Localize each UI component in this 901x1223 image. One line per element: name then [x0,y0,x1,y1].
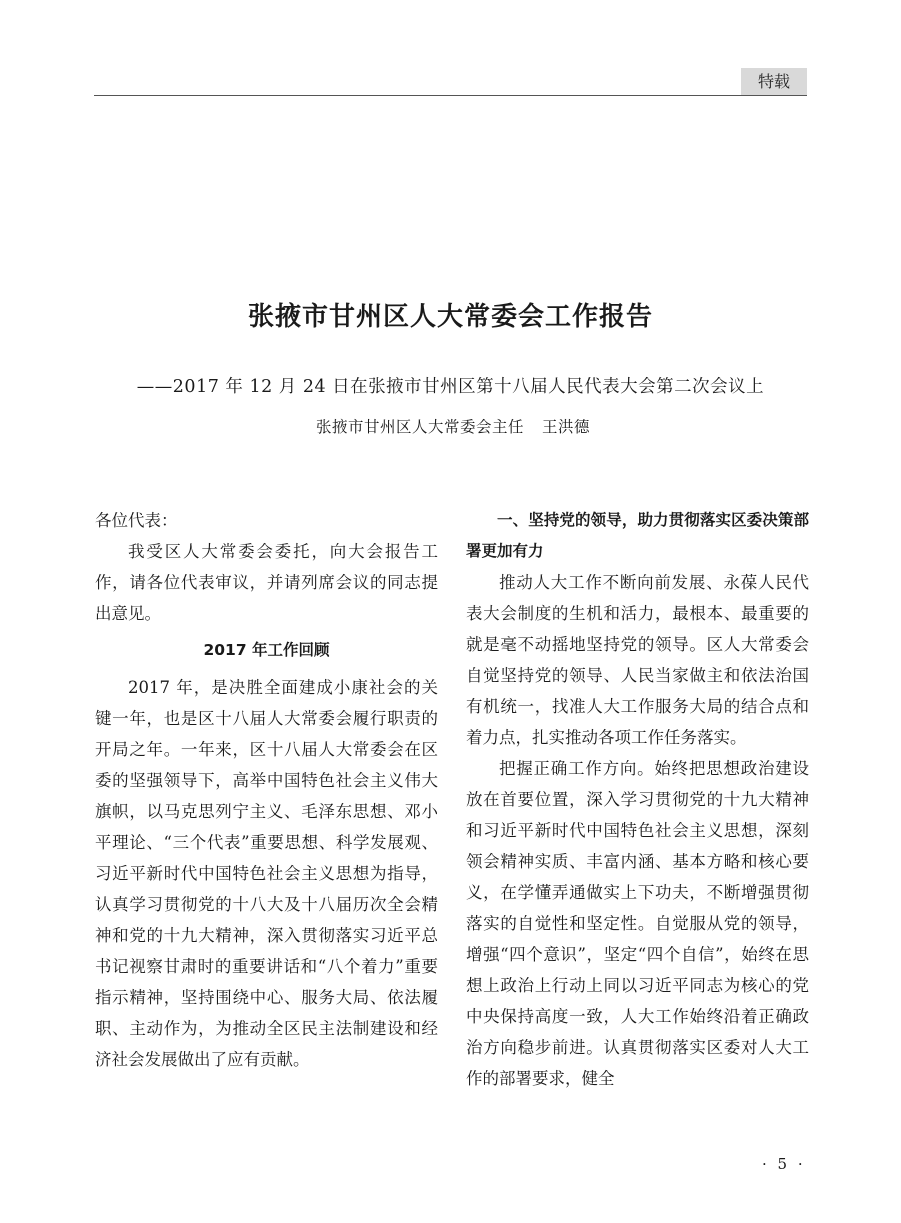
author-title: 张掖市甘州区人大常委会主任 [316,418,525,436]
left-column [95,505,438,1075]
section1-paragraph-2: 把握正确工作方向。始终把思想政治建设放在首要位置，深入学习贯彻党的十九大精神和习近平新时代中国特色社会主义思想，深刻领会精神实质、丰富内涵、基本方略和核心要义，在学懂弄通做实上下功夫，不断增强贯彻落实的自觉性和坚定性。自觉服从党的领导，增强“四个意识”，坚定“四个自信”，始终在思想上政治上行动上同以习近平同志为核心的党中央保持高度一致，人大工作始终沿着正确政治方向稳步前进。认真贯彻落实区委对人大工作的部署要求，健全 [466,759,809,1088]
header-rule [94,95,807,96]
article-title: 张掖市甘州区人大常委会工作报告 [247,302,653,332]
page-number: · 5 · [762,1155,806,1173]
intro-paragraph: 我受区人大常委会委托，向大会报告工作，请各位代表审议，并请列席会议的同志提出意见。 [95,542,438,623]
article-subtitle: ——2017 年 12 月 24 日在张掖市甘州区第十八届人民代表大会第二次会议上 [136,377,765,397]
section1-paragraph-1: 推动人大工作不断向前发展、永葆人民代表大会制度的生机和活力，最根本、最重要的就是毫不动摇地坚持党的领导。区人大常委会自觉坚持党的领导、人民当家做主和依法治国有机统一，找准人大工作服务大局的结合点和着力点，扎实推动各项工作任务落实。 [466,573,809,747]
author-name: 王洪德 [542,418,591,436]
review-paragraph: 2017 年，是决胜全面建成小康社会的关键一年，也是区十八届人大常委会履行职责的开局之年。一年来，区十八届人大常委会在区委的坚强领导下，高举中国特色社会主义伟大旗帜，以马克思列宁主义、毛泽东思想、邓小平理论、“三个代表”重要思想、科学发展观、习近平新时代中国特色社会主义思想为指导，认真学习贯彻党的十八大及十八届历次全会精神和党的十九大精神，深入贯彻落实习近平总书记视察甘肃时的重要讲话和“八个着力”重要指示精神，坚持围绕中心、服务大局、依法履职、主动作为，为推动全区民主法制建设和经济社会发展做出了应有贡献。 [95,678,438,1069]
right-column [466,505,809,1094]
section-tag: 特载 [741,68,807,95]
article-author [316,415,590,437]
salutation: 各位代表： [95,511,178,530]
review-heading: 2017 年工作回顾 [203,641,330,659]
section1-heading: 一、坚持党的领导，助力贯彻落实区委决策部署更加有力 [466,511,809,560]
